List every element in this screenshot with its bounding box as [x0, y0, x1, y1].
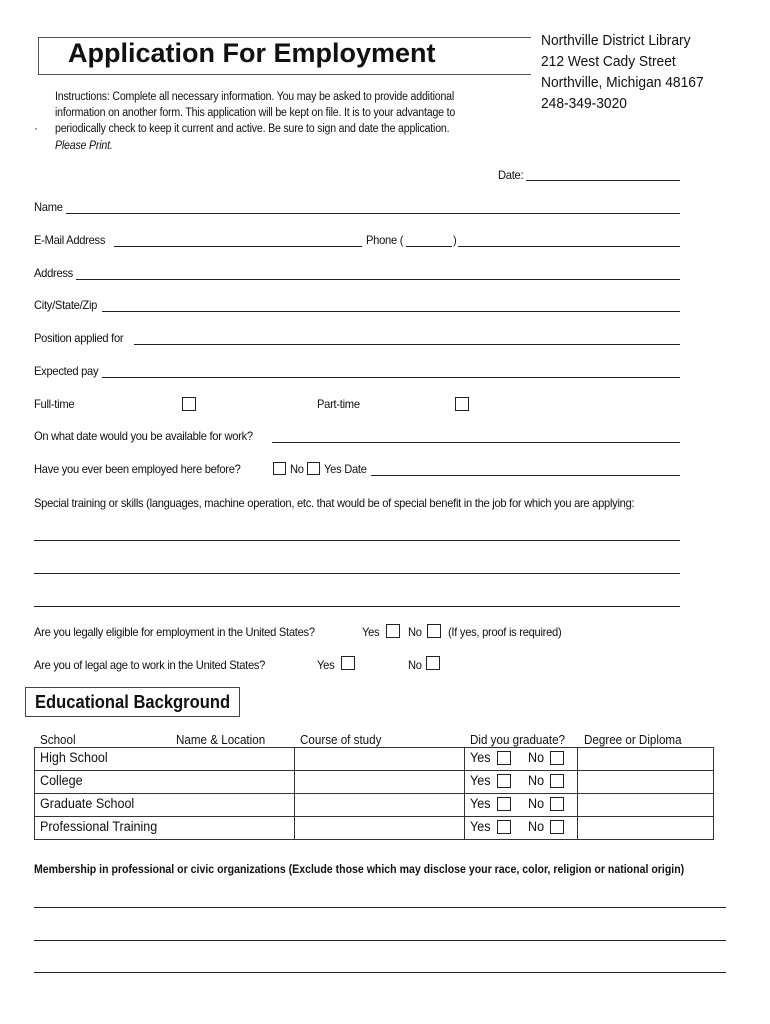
- special-training-line-3[interactable]: [34, 606, 680, 607]
- fulltime-label: Full-time: [34, 397, 75, 411]
- graduate-school-yes-checkbox[interactable]: [497, 797, 511, 811]
- email-label: E-Mail Address: [34, 233, 106, 247]
- grad-yes-label: Yes: [470, 796, 491, 811]
- proof-note: (If yes, proof is required): [448, 625, 562, 639]
- address-label: Address: [34, 266, 73, 280]
- grad-yes-label: Yes: [470, 819, 491, 834]
- employed-no-checkbox[interactable]: [273, 462, 286, 475]
- phone-paren-close: ): [453, 233, 457, 247]
- please-print-note: Please Print.: [55, 140, 113, 152]
- grad-yes-label: Yes: [470, 773, 491, 788]
- school-college: College: [40, 773, 83, 788]
- college-no-checkbox[interactable]: [550, 774, 564, 788]
- education-heading: Educational Background: [35, 692, 231, 712]
- special-training-label: Special training or skills (languages, machine operation, etc. that would be of special benefit in the job for which you are applying:: [34, 496, 635, 510]
- school-high-school: High School: [40, 750, 108, 765]
- legal-age-label: Are you of legal age to work in the United States?: [34, 658, 266, 672]
- name-label: Name: [34, 200, 63, 214]
- grad-no-label: No: [528, 750, 545, 765]
- high-school-yes-checkbox[interactable]: [497, 751, 511, 765]
- org-city: Northville, Michigan 48167: [541, 74, 704, 91]
- employed-yes-date-label: Yes Date: [324, 462, 367, 476]
- legal-age-no-label: No: [408, 658, 422, 672]
- employed-no-label: No: [290, 462, 304, 476]
- membership-line-1[interactable]: [34, 907, 726, 908]
- parttime-label: Part-time: [317, 397, 360, 411]
- eligible-yes-label: Yes: [362, 625, 380, 639]
- name-field[interactable]: [66, 213, 680, 214]
- school-graduate: Graduate School: [40, 796, 135, 811]
- instructions-line-1: Instructions: Complete all necessary information. You may be asked to provide additional: [55, 91, 455, 103]
- position-label: Position applied for: [34, 331, 124, 345]
- date-label: Date:: [498, 168, 524, 182]
- legal-age-no-checkbox[interactable]: [426, 656, 440, 670]
- parttime-checkbox[interactable]: [455, 397, 469, 411]
- employed-before-label: Have you ever been employed here before?: [34, 462, 241, 476]
- instructions-line-3: periodically check to keep it current and active. Be sure to sign and date the application.: [55, 123, 450, 135]
- legal-age-yes-checkbox[interactable]: [341, 656, 355, 670]
- membership-line-3[interactable]: [34, 972, 726, 973]
- col-divider: [464, 747, 465, 840]
- city-label: City/State/Zip: [34, 298, 98, 312]
- col-school: School: [40, 733, 76, 747]
- college-yes-checkbox[interactable]: [497, 774, 511, 788]
- col-course: Course of study: [300, 733, 382, 747]
- page-title: Application For Employment: [68, 38, 436, 68]
- employed-date-field[interactable]: [371, 475, 680, 476]
- address-field[interactable]: [76, 279, 680, 280]
- email-field[interactable]: [114, 246, 362, 247]
- grad-yes-label: Yes: [470, 750, 491, 765]
- eligible-no-checkbox[interactable]: [427, 624, 441, 638]
- professional-no-checkbox[interactable]: [550, 820, 564, 834]
- pay-label: Expected pay: [34, 364, 99, 378]
- instructions-line-2: information on another form. This application will be kept on file. It is to your advantage to: [55, 107, 456, 119]
- available-label: On what date would you be available for work?: [34, 429, 253, 443]
- special-training-line-2[interactable]: [34, 573, 680, 574]
- area-code-field[interactable]: [406, 246, 452, 247]
- employed-yes-checkbox[interactable]: [307, 462, 320, 475]
- grad-no-label: No: [528, 819, 545, 834]
- high-school-no-checkbox[interactable]: [550, 751, 564, 765]
- org-street: 212 West Cady Street: [541, 53, 676, 70]
- membership-line-2[interactable]: [34, 940, 726, 941]
- professional-yes-checkbox[interactable]: [497, 820, 511, 834]
- eligible-yes-checkbox[interactable]: [386, 624, 400, 638]
- position-field[interactable]: [134, 344, 680, 345]
- graduate-school-no-checkbox[interactable]: [550, 797, 564, 811]
- col-graduate: Did you graduate?: [470, 733, 566, 747]
- legal-age-yes-label: Yes: [317, 658, 335, 672]
- col-name-location: Name & Location: [176, 733, 266, 747]
- col-degree: Degree or Diploma: [584, 733, 682, 747]
- row-divider: [34, 793, 714, 794]
- education-heading-box: [25, 687, 240, 717]
- row-divider: [34, 816, 714, 817]
- membership-label: Membership in professional or civic organizations (Exclude those which may disclose your race, color, religion or national origin): [34, 862, 685, 876]
- org-name: Northville District Library: [541, 32, 691, 49]
- col-divider: [294, 747, 295, 840]
- eligible-no-label: No: [408, 625, 422, 639]
- special-training-line-1[interactable]: [34, 540, 680, 541]
- phone-field[interactable]: [458, 246, 680, 247]
- bullet-mark: ·: [34, 121, 38, 135]
- school-professional: Professional Training: [40, 819, 158, 834]
- eligible-label: Are you legally eligible for employment in the United States?: [34, 625, 315, 639]
- pay-field[interactable]: [102, 377, 680, 378]
- row-divider: [34, 770, 714, 771]
- grad-no-label: No: [528, 796, 545, 811]
- phone-label: Phone (: [366, 233, 404, 247]
- col-divider: [577, 747, 578, 840]
- available-date-field[interactable]: [272, 442, 680, 443]
- grad-no-label: No: [528, 773, 545, 788]
- city-field[interactable]: [102, 311, 680, 312]
- date-field[interactable]: [526, 180, 680, 181]
- org-phone: 248-349-3020: [541, 95, 627, 112]
- fulltime-checkbox[interactable]: [182, 397, 196, 411]
